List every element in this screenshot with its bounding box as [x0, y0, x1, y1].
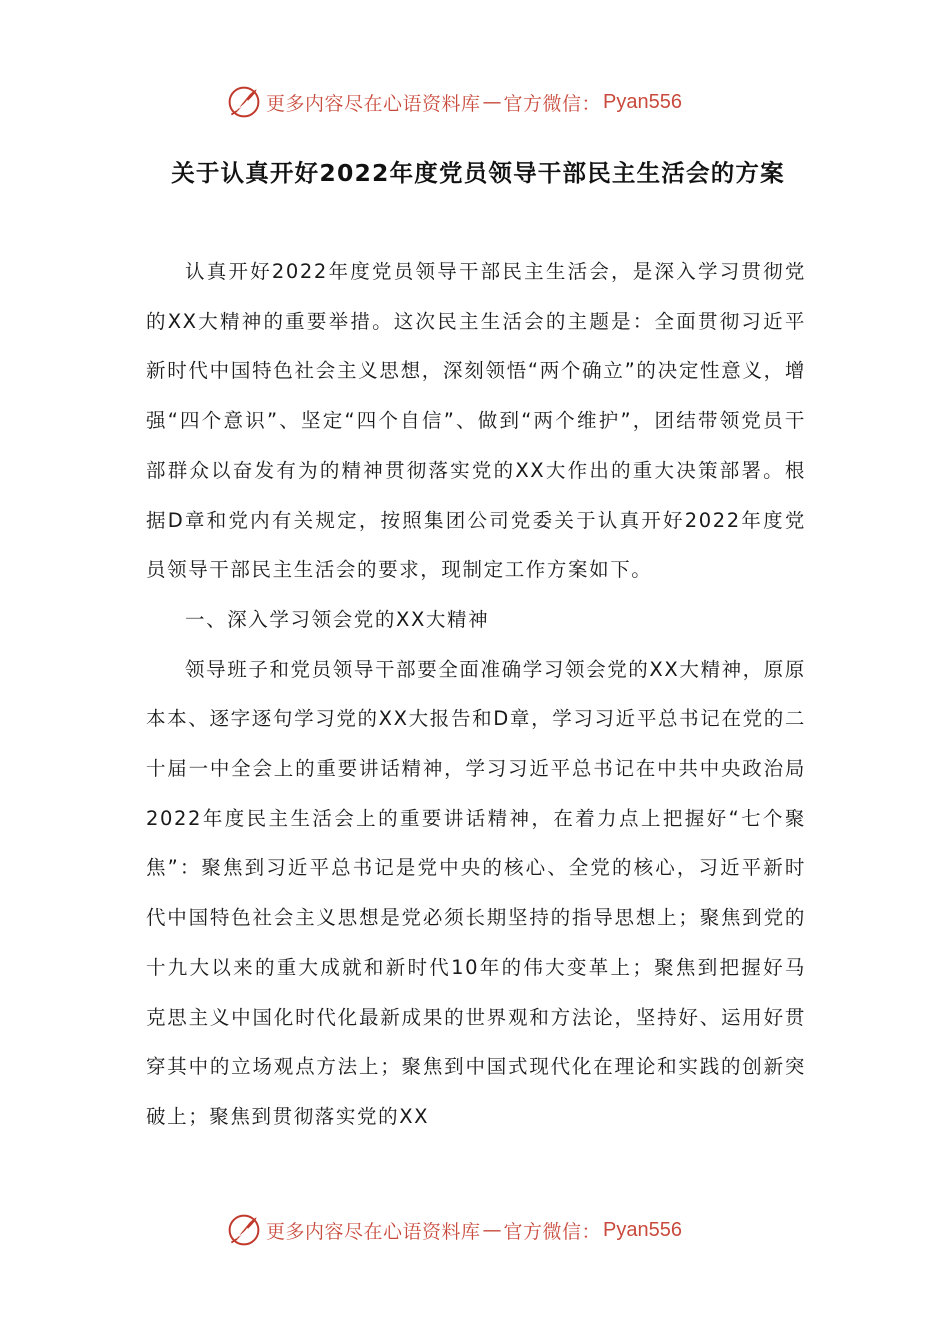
document-title: 关于认真开好2022年度党员领导干部民主生活会的方案: [171, 159, 785, 187]
watermark-text: 更多内容尽在心语资料库: [266, 1220, 481, 1243]
watermark-text: 更多内容尽在心语资料库: [266, 92, 481, 115]
watermark-dash: —: [482, 1219, 502, 1241]
watermark-wechat-label: 官方微信：: [503, 1220, 602, 1243]
quill-logo-icon: [226, 84, 262, 120]
document-body: [146, 247, 806, 1142]
paragraph-intro: 认真开好2022年度党员领导干部民主生活会，是深入学习贯彻党的XX大精神的重要举措。这次民主生活会的主题是：全面贯彻习近平新时代中国特色社会主义思想，深刻领悟“两个确立”的决定性意义，增强“四个意识”、坚定“四个自信”、做到“两个维护”，团结带领党员干部群众以奋发有为的精神贯彻落实党的XX大作出的重大决策部署。根据D章和党内有关规定，按照集团公司党委关于认真开好2022年度党员领导干部民主生活会的要求，现制定工作方案如下。: [146, 260, 806, 582]
footer-watermark: [226, 1210, 682, 1250]
watermark-wechat-id: Pyan556: [603, 1218, 682, 1241]
header-watermark: [226, 82, 682, 122]
watermark-dash: —: [482, 91, 502, 113]
paragraph-study: 领导班子和党员领导干部要全面准确学习领会党的XX大精神，原原本本、逐字逐句学习党的XX大报告和D章，学习习近平总书记在党的二十届一中全会上的重要讲话精神，学习习近平总书记在中共中央政治局2022年度民主生活会上的重要讲话精神，在着力点上把握好“七个聚焦”：聚焦到习近平总书记是党中央的核心、全党的核心，习近平新时代中国特色社会主义思想是党必须长期坚持的指导思想上；聚焦到党的十九大以来的重大成就和新时代10年的伟大变革上；聚焦到把握好马克思主义中国化时代化最新成果的世界观和方法论，坚持好、运用好贯穿其中的立场观点方法上；聚焦到中国式现代化在理论和实践的创新突破上；聚焦到贯彻落实党的XX: [146, 657, 806, 1128]
watermark-wechat-label: 官方微信：: [503, 92, 602, 115]
section-heading-1: 一、深入学习领会党的XX大精神: [185, 607, 490, 631]
quill-logo-icon: [226, 1212, 262, 1248]
watermark-wechat-id: Pyan556: [603, 90, 682, 113]
